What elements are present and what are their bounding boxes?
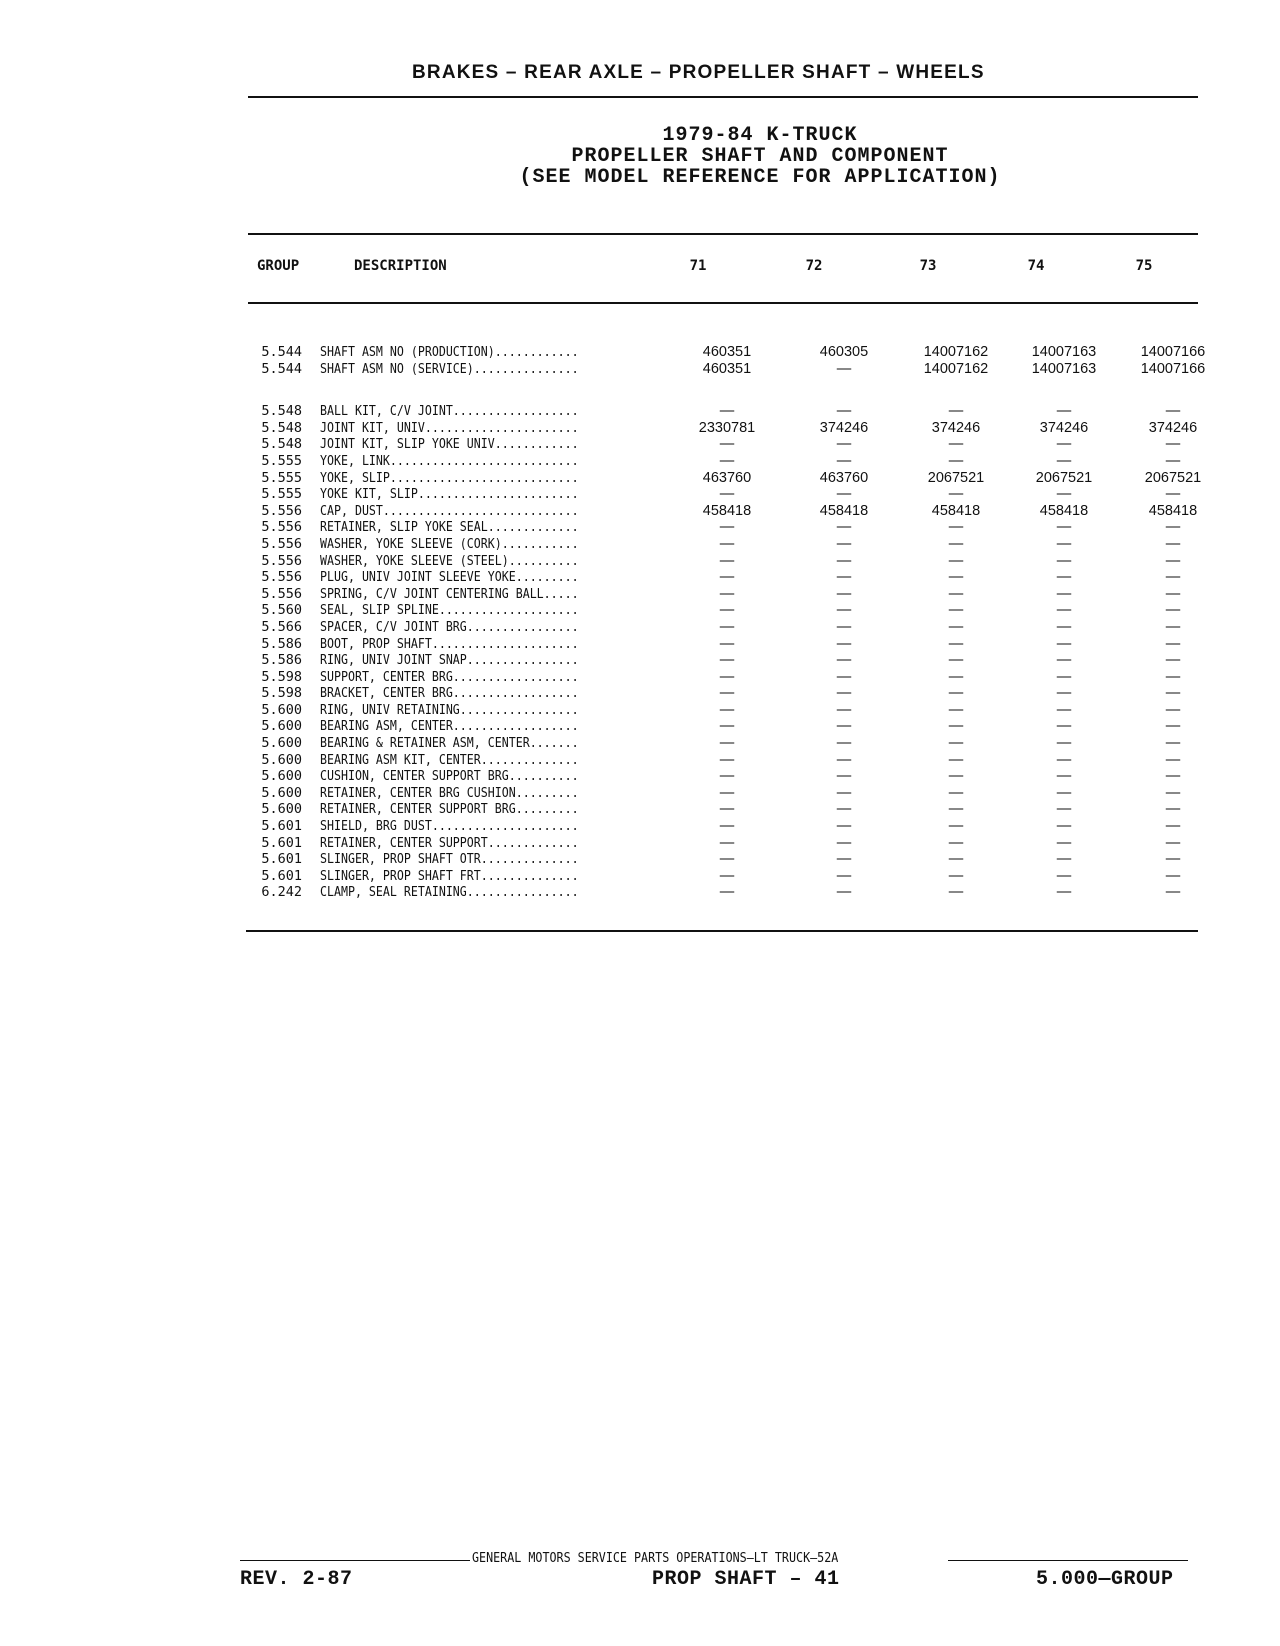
part-number-model-73: — xyxy=(948,851,964,868)
part-number-model-73: — xyxy=(948,884,964,901)
part-number-model-74: — xyxy=(1056,818,1072,835)
part-number-model-73: — xyxy=(948,668,964,685)
part-number-model-71: — xyxy=(719,403,735,420)
part-number-model-72: — xyxy=(836,602,852,619)
part-number-model-74: — xyxy=(1056,403,1072,420)
part-number-model-75: — xyxy=(1165,602,1181,619)
part-description: CAP, DUST............................ xyxy=(320,502,579,519)
group-number: 5.556 xyxy=(261,535,302,552)
part-description: RETAINER, CENTER BRG CUSHION......... xyxy=(320,784,579,801)
part-number-model-74: — xyxy=(1056,701,1072,718)
part-description: SPACER, C/V JOINT BRG................ xyxy=(320,618,579,635)
group-number: 5.548 xyxy=(261,436,302,453)
part-description: BALL KIT, C/V JOINT.................. xyxy=(320,403,579,420)
footer-page-label: PROP SHAFT – 41 xyxy=(652,1568,840,1591)
column-header-model-75: 75 xyxy=(1135,258,1153,274)
group-number: 5.556 xyxy=(261,569,302,586)
title-block xyxy=(480,125,1040,188)
part-description: SHAFT ASM NO (SERVICE)............... xyxy=(320,360,579,377)
part-number-model-75: — xyxy=(1165,884,1181,901)
group-number: 5.598 xyxy=(261,685,302,702)
part-number-model-71: — xyxy=(719,884,735,901)
group-number: 5.544 xyxy=(261,344,302,360)
part-number-model-73: 374246 xyxy=(931,419,981,436)
part-description: JOINT KIT, SLIP YOKE UNIV............ xyxy=(320,436,579,453)
column-header-model-72: 72 xyxy=(805,258,823,274)
part-number-model-75: — xyxy=(1165,486,1181,503)
title-line-2: PROPELLER SHAFT AND COMPONENT xyxy=(571,145,949,168)
table-row xyxy=(254,569,1228,586)
part-number-model-71: — xyxy=(719,585,735,602)
group-number: 5.601 xyxy=(261,834,302,851)
part-number-model-73: — xyxy=(948,784,964,801)
part-number-model-72: — xyxy=(836,801,852,818)
table-row xyxy=(254,669,1228,686)
table-row xyxy=(254,453,1228,470)
part-number-model-71: — xyxy=(719,801,735,818)
part-number-model-73: — xyxy=(948,569,964,586)
part-number-model-75: — xyxy=(1165,768,1181,785)
part-description: RETAINER, CENTER SUPPORT............. xyxy=(320,834,579,851)
part-number-model-72: — xyxy=(836,618,852,635)
part-number-model-75: — xyxy=(1165,701,1181,718)
part-number-model-73: — xyxy=(948,867,964,884)
group-number: 5.601 xyxy=(261,867,302,884)
part-number-model-74: — xyxy=(1056,535,1072,552)
group-number: 5.600 xyxy=(261,735,302,752)
part-number-model-75: — xyxy=(1165,834,1181,851)
parts-table xyxy=(254,344,1228,901)
group-number: 5.555 xyxy=(261,469,302,486)
group-number: 5.600 xyxy=(261,801,302,818)
part-number-model-71: — xyxy=(719,652,735,669)
part-number-model-71: 458418 xyxy=(702,502,752,519)
part-number-model-72: — xyxy=(836,735,852,752)
part-number-model-74: — xyxy=(1056,618,1072,635)
table-top-rule xyxy=(248,233,1198,235)
part-number-model-72: — xyxy=(836,452,852,469)
part-number-model-75: — xyxy=(1165,552,1181,569)
part-number-model-75: — xyxy=(1165,635,1181,652)
part-number-model-73: — xyxy=(948,535,964,552)
part-number-model-71: — xyxy=(719,701,735,718)
part-number-model-75: — xyxy=(1165,535,1181,552)
part-description: SHAFT ASM NO (PRODUCTION)............ xyxy=(320,344,579,360)
table-row xyxy=(254,420,1228,437)
part-number-model-75: — xyxy=(1165,801,1181,818)
group-number: 5.548 xyxy=(261,419,302,436)
part-number-model-71: — xyxy=(719,602,735,619)
header-rule xyxy=(248,96,1198,98)
part-description: BEARING ASM KIT, CENTER.............. xyxy=(320,751,579,768)
part-number-model-71: — xyxy=(719,751,735,768)
table-row xyxy=(254,536,1228,553)
part-description: YOKE, SLIP........................... xyxy=(320,469,579,486)
group-number: 5.556 xyxy=(261,585,302,602)
part-number-model-71: 460351 xyxy=(702,360,752,377)
footer-publisher-line: GENERAL MOTORS SERVICE PARTS OPERATIONS—LT TRUCK—52A xyxy=(472,1551,839,1566)
part-number-model-74: 14007163 xyxy=(1031,360,1097,377)
part-number-model-71: — xyxy=(719,668,735,685)
part-number-model-73: 2067521 xyxy=(927,469,985,486)
part-number-model-73: — xyxy=(948,685,964,702)
part-number-model-71: — xyxy=(719,735,735,752)
part-number-model-75: — xyxy=(1165,867,1181,884)
part-number-model-71: — xyxy=(719,834,735,851)
part-number-model-72: — xyxy=(836,685,852,702)
part-number-model-74: — xyxy=(1056,735,1072,752)
part-number-model-72: — xyxy=(836,718,852,735)
group-number: 5.556 xyxy=(261,552,302,569)
part-number-model-72: — xyxy=(836,403,852,420)
table-row xyxy=(254,486,1228,503)
part-number-model-71: — xyxy=(719,718,735,735)
part-number-model-72: — xyxy=(836,751,852,768)
part-number-model-75: — xyxy=(1165,519,1181,536)
part-number-model-74: — xyxy=(1056,768,1072,785)
table-row xyxy=(254,718,1228,735)
part-number-model-72: — xyxy=(836,519,852,536)
group-number: 5.600 xyxy=(261,718,302,735)
page-header-title: BRAKES – REAR AXLE – PROPELLER SHAFT – WHEELS xyxy=(412,62,985,83)
part-number-model-72: — xyxy=(836,818,852,835)
part-number-model-75: 374246 xyxy=(1148,419,1198,436)
part-number-model-73: — xyxy=(948,768,964,785)
group-number: 5.555 xyxy=(261,486,302,503)
group-number: 5.586 xyxy=(261,652,302,669)
part-number-model-74: — xyxy=(1056,552,1072,569)
part-number-model-74: — xyxy=(1056,884,1072,901)
part-number-model-72: — xyxy=(836,867,852,884)
table-row xyxy=(254,470,1228,487)
column-header-model-73: 73 xyxy=(919,258,937,274)
table-row xyxy=(254,851,1228,868)
parts-table-body xyxy=(254,344,1228,901)
part-description: BOOT, PROP SHAFT..................... xyxy=(320,635,579,652)
part-number-model-72: — xyxy=(836,635,852,652)
part-number-model-75: — xyxy=(1165,585,1181,602)
part-description: BEARING ASM, CENTER.................. xyxy=(320,718,579,735)
part-number-model-74: — xyxy=(1056,652,1072,669)
part-number-model-74: 2067521 xyxy=(1035,469,1093,486)
part-number-model-73: — xyxy=(948,486,964,503)
group-number: 5.566 xyxy=(261,618,302,635)
header-bottom-rule xyxy=(248,302,1198,304)
part-description: BEARING & RETAINER ASM, CENTER....... xyxy=(320,735,579,752)
footer-group-label: 5.000—GROUP xyxy=(1036,1568,1174,1591)
part-number-model-72: — xyxy=(836,652,852,669)
part-number-model-74: — xyxy=(1056,436,1072,453)
table-row xyxy=(254,503,1228,520)
group-number: 5.600 xyxy=(261,701,302,718)
part-number-model-74: — xyxy=(1056,685,1072,702)
part-number-model-74: — xyxy=(1056,834,1072,851)
part-number-model-74: — xyxy=(1056,851,1072,868)
part-number-model-74: 14007163 xyxy=(1031,344,1097,360)
part-number-model-71: 2330781 xyxy=(698,419,756,436)
group-number: 5.601 xyxy=(261,851,302,868)
column-header-group: GROUP xyxy=(257,258,300,274)
group-number: 5.555 xyxy=(261,452,302,469)
part-number-model-74: — xyxy=(1056,486,1072,503)
part-number-model-72: — xyxy=(836,834,852,851)
part-number-model-71: — xyxy=(719,552,735,569)
part-description: SEAL, SLIP SPLINE.................... xyxy=(320,602,579,619)
footer-revision: REV. 2-87 xyxy=(240,1568,353,1591)
part-description: CLAMP, SEAL RETAINING................ xyxy=(320,884,579,901)
part-number-model-71: — xyxy=(719,535,735,552)
part-number-model-73: — xyxy=(948,635,964,652)
part-number-model-74: — xyxy=(1056,751,1072,768)
part-number-model-73: — xyxy=(948,652,964,669)
table-row xyxy=(254,602,1228,619)
table-row xyxy=(254,619,1228,636)
group-number: 5.548 xyxy=(261,403,302,420)
part-number-model-73: — xyxy=(948,735,964,752)
group-number: 5.600 xyxy=(261,784,302,801)
part-description: JOINT KIT, UNIV...................... xyxy=(320,419,579,436)
table-row xyxy=(254,519,1228,536)
table-row xyxy=(254,818,1228,835)
group-number: 6.242 xyxy=(261,884,302,901)
table-row xyxy=(254,436,1228,453)
group-number: 5.544 xyxy=(261,360,302,377)
part-number-model-73: — xyxy=(948,519,964,536)
part-number-model-72: 374246 xyxy=(819,419,869,436)
group-number: 5.600 xyxy=(261,751,302,768)
table-row xyxy=(254,702,1228,719)
part-number-model-74: — xyxy=(1056,569,1072,586)
group-number: 5.560 xyxy=(261,602,302,619)
part-number-model-75: 2067521 xyxy=(1144,469,1202,486)
table-row xyxy=(254,868,1228,885)
part-description: WASHER, YOKE SLEEVE (CORK)........... xyxy=(320,535,579,552)
part-number-model-75: 14007166 xyxy=(1140,360,1206,377)
part-number-model-71: — xyxy=(719,618,735,635)
part-number-model-74: — xyxy=(1056,801,1072,818)
part-number-model-72: — xyxy=(836,585,852,602)
table-row xyxy=(254,884,1228,901)
part-number-model-71: — xyxy=(719,685,735,702)
part-number-model-73: — xyxy=(948,834,964,851)
part-description: BRACKET, CENTER BRG.................. xyxy=(320,685,579,702)
part-number-model-73: — xyxy=(948,618,964,635)
part-number-model-72: 460305 xyxy=(819,344,869,360)
part-number-model-73: — xyxy=(948,818,964,835)
part-description: SLINGER, PROP SHAFT OTR.............. xyxy=(320,851,579,868)
part-number-model-71: — xyxy=(719,818,735,835)
part-number-model-75: — xyxy=(1165,403,1181,420)
part-number-model-72: — xyxy=(836,486,852,503)
column-header-model-74: 74 xyxy=(1027,258,1045,274)
part-number-model-72: 458418 xyxy=(819,502,869,519)
group-number: 5.556 xyxy=(261,519,302,536)
part-number-model-74: — xyxy=(1056,867,1072,884)
part-number-model-73: — xyxy=(948,718,964,735)
part-number-model-72: — xyxy=(836,851,852,868)
part-number-model-71: — xyxy=(719,867,735,884)
table-row xyxy=(254,344,1228,361)
part-number-model-75: — xyxy=(1165,851,1181,868)
part-number-model-72: — xyxy=(836,784,852,801)
part-number-model-75: — xyxy=(1165,569,1181,586)
part-number-model-75: — xyxy=(1165,652,1181,669)
part-number-model-73: — xyxy=(948,585,964,602)
part-number-model-73: — xyxy=(948,751,964,768)
group-number: 5.601 xyxy=(261,818,302,835)
part-number-model-71: 463760 xyxy=(702,469,752,486)
part-number-model-75: — xyxy=(1165,685,1181,702)
part-number-model-75: — xyxy=(1165,784,1181,801)
part-description: PLUG, UNIV JOINT SLEEVE YOKE......... xyxy=(320,569,579,586)
title-line-1: 1979-84 K-TRUCK xyxy=(662,124,858,147)
part-number-model-73: 14007162 xyxy=(923,360,989,377)
part-description: RETAINER, CENTER SUPPORT BRG......... xyxy=(320,801,579,818)
part-number-model-73: 14007162 xyxy=(923,344,989,360)
part-number-model-71: 460351 xyxy=(702,344,752,360)
table-row xyxy=(254,785,1228,802)
part-number-model-71: — xyxy=(719,569,735,586)
table-row xyxy=(254,553,1228,570)
table-row xyxy=(254,685,1228,702)
row-spacer-cell xyxy=(254,377,1228,403)
column-header-model-71: 71 xyxy=(689,258,707,274)
part-number-model-73: 458418 xyxy=(931,502,981,519)
part-number-model-74: — xyxy=(1056,602,1072,619)
part-number-model-73: — xyxy=(948,801,964,818)
part-number-model-72: — xyxy=(836,701,852,718)
part-number-model-74: — xyxy=(1056,668,1072,685)
table-row xyxy=(254,403,1228,420)
part-number-model-71: — xyxy=(719,768,735,785)
part-number-model-73: — xyxy=(948,602,964,619)
part-description: WASHER, YOKE SLEEVE (STEEL).......... xyxy=(320,552,579,569)
part-number-model-72: — xyxy=(836,668,852,685)
part-number-model-72: — xyxy=(836,884,852,901)
part-number-model-75: — xyxy=(1165,618,1181,635)
footer-rule-left xyxy=(240,1560,470,1561)
part-description: SHIELD, BRG DUST..................... xyxy=(320,818,579,835)
part-description: RETAINER, SLIP YOKE SEAL............. xyxy=(320,519,579,536)
table-row xyxy=(254,835,1228,852)
group-number: 5.598 xyxy=(261,668,302,685)
part-number-model-75: 458418 xyxy=(1148,502,1198,519)
table-row xyxy=(254,586,1228,603)
title-line-3: (SEE MODEL REFERENCE FOR APPLICATION) xyxy=(519,166,1001,189)
part-number-model-75: — xyxy=(1165,436,1181,453)
part-number-model-75: — xyxy=(1165,751,1181,768)
table-row xyxy=(254,735,1228,752)
part-number-model-71: — xyxy=(719,784,735,801)
part-number-model-72: 463760 xyxy=(819,469,869,486)
part-number-model-72: — xyxy=(836,569,852,586)
part-number-model-75: — xyxy=(1165,718,1181,735)
part-number-model-71: — xyxy=(719,851,735,868)
table-row xyxy=(254,652,1228,669)
part-number-model-74: 374246 xyxy=(1039,419,1089,436)
part-description: SLINGER, PROP SHAFT FRT.............. xyxy=(320,867,579,884)
part-number-model-74: — xyxy=(1056,784,1072,801)
part-number-model-75: 14007166 xyxy=(1140,344,1206,360)
part-number-model-75: — xyxy=(1165,452,1181,469)
part-description: RING, UNIV RETAINING................. xyxy=(320,701,579,718)
part-number-model-71: — xyxy=(719,452,735,469)
part-number-model-71: — xyxy=(719,635,735,652)
part-description: YOKE KIT, SLIP....................... xyxy=(320,486,579,503)
part-number-model-73: — xyxy=(948,552,964,569)
row-spacer xyxy=(254,377,1228,403)
table-row xyxy=(254,801,1228,818)
part-number-model-75: — xyxy=(1165,818,1181,835)
part-number-model-74: — xyxy=(1056,718,1072,735)
part-number-model-74: 458418 xyxy=(1039,502,1089,519)
part-number-model-73: — xyxy=(948,701,964,718)
part-description: YOKE, LINK........................... xyxy=(320,452,579,469)
part-number-model-72: — xyxy=(836,552,852,569)
part-description: SPRING, C/V JOINT CENTERING BALL..... xyxy=(320,585,579,602)
part-number-model-73: — xyxy=(948,452,964,469)
table-row xyxy=(254,361,1228,378)
part-number-model-72: — xyxy=(836,360,852,377)
part-number-model-71: — xyxy=(719,436,735,453)
group-number: 5.586 xyxy=(261,635,302,652)
part-number-model-74: — xyxy=(1056,519,1072,536)
footer-rule-right xyxy=(948,1560,1188,1561)
part-number-model-71: — xyxy=(719,519,735,536)
table-row xyxy=(254,636,1228,653)
group-number: 5.600 xyxy=(261,768,302,785)
column-header-description: DESCRIPTION xyxy=(354,258,447,274)
table-row xyxy=(254,752,1228,769)
part-number-model-75: — xyxy=(1165,735,1181,752)
part-number-model-74: — xyxy=(1056,635,1072,652)
table-bottom-rule xyxy=(246,930,1198,932)
part-number-model-73: — xyxy=(948,403,964,420)
part-number-model-72: — xyxy=(836,768,852,785)
part-number-model-73: — xyxy=(948,436,964,453)
group-number: 5.556 xyxy=(261,502,302,519)
part-number-model-72: — xyxy=(836,436,852,453)
part-number-model-72: — xyxy=(836,535,852,552)
part-description: CUSHION, CENTER SUPPORT BRG.......... xyxy=(320,768,579,785)
part-number-model-75: — xyxy=(1165,668,1181,685)
table-row xyxy=(254,768,1228,785)
part-description: SUPPORT, CENTER BRG.................. xyxy=(320,668,579,685)
part-number-model-74: — xyxy=(1056,452,1072,469)
part-description: RING, UNIV JOINT SNAP................ xyxy=(320,652,579,669)
part-number-model-71: — xyxy=(719,486,735,503)
part-number-model-74: — xyxy=(1056,585,1072,602)
